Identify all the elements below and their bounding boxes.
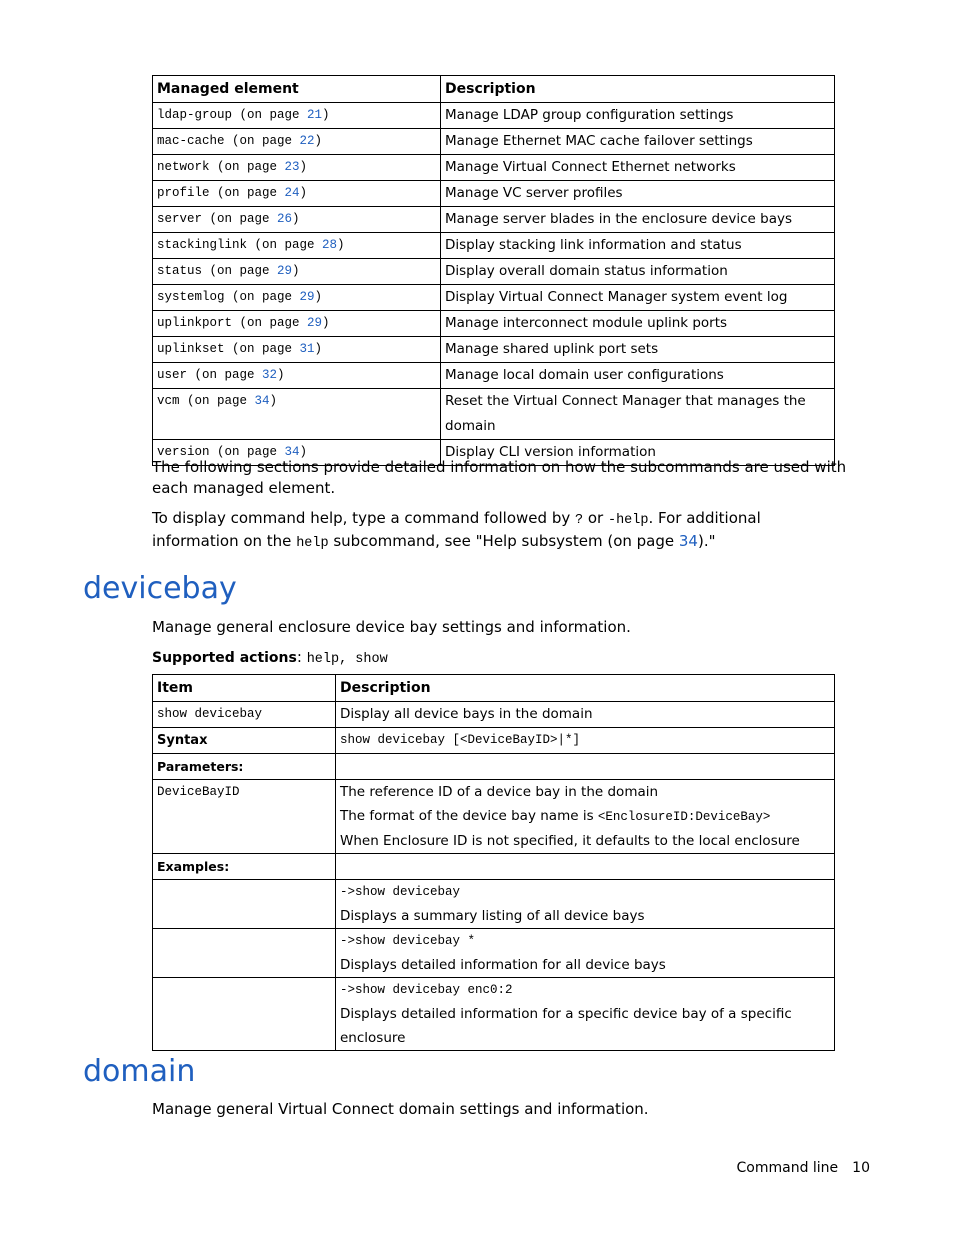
page-link[interactable]: 26 — [277, 212, 293, 226]
description-cell: Display all device bays in the domain — [336, 702, 835, 728]
examples-row — [153, 854, 835, 880]
description-cell: Manage shared uplink port sets — [441, 337, 835, 363]
managed-elements-table — [152, 75, 835, 466]
example-cell: ->show devicebay * Displays detailed information for all device bays — [336, 929, 835, 978]
devicebay-description: Manage general enclosure device bay settings and information. — [152, 618, 631, 636]
devicebay-table — [152, 674, 835, 1051]
header-item: Item — [153, 675, 336, 702]
example-row — [153, 978, 835, 1051]
table-row — [153, 363, 835, 389]
description-cell: Manage interconnect module uplink ports — [441, 311, 835, 337]
description-cell: Manage Ethernet MAC cache failover settings — [441, 129, 835, 155]
header-managed-element: Managed element — [153, 76, 441, 103]
parameter-name: DeviceBayID — [153, 780, 336, 854]
examples-label: Examples: — [153, 854, 336, 880]
example-cell: ->show devicebay enc0:2 Displays detailed information for a specific device bay of a specific enclosure — [336, 978, 835, 1051]
page-link[interactable]: 34 — [284, 445, 300, 459]
syntax-label: Syntax — [153, 728, 336, 754]
example-cell: ->show devicebay Displays a summary listing of all device bays — [336, 880, 835, 929]
header-description: Description — [336, 675, 835, 702]
parameters-empty-cell — [336, 754, 835, 780]
table-header-row — [153, 76, 835, 103]
table-row — [153, 285, 835, 311]
page-link[interactable]: 21 — [307, 108, 323, 122]
page-link[interactable]: 24 — [284, 186, 300, 200]
table-row — [153, 337, 835, 363]
item-cell: show devicebay — [153, 702, 336, 728]
example-row — [153, 929, 835, 978]
description-cell: Display stacking link information and status — [441, 233, 835, 259]
parameter-description: The reference ID of a device bay in the domain The format of the device bay name is <EnclosureID:DeviceBay> When Enclosure ID is not specified, it defaults to the local enclosure — [336, 780, 835, 854]
page-link[interactable]: 32 — [262, 368, 278, 382]
page-link[interactable]: 29 — [277, 264, 293, 278]
table-row — [153, 103, 835, 129]
intro-paragraph-1: The following sections provide detailed information on how the subcommands are used with each managed element. — [152, 458, 847, 497]
intro-paragraph-2: To display command help, type a command followed by ? or -help. For additional information on the help subcommand, see "Help subsystem (on page 34)." — [152, 509, 761, 551]
managed-element-cell: server (on page 26) — [153, 207, 441, 233]
table-row — [153, 233, 835, 259]
examples-empty-cell — [336, 854, 835, 880]
example-empty-cell — [153, 880, 336, 929]
page-link[interactable]: 34 — [254, 394, 270, 408]
managed-element-cell: stackinglink (on page 28) — [153, 233, 441, 259]
table-row — [153, 389, 835, 440]
managed-element-cell: user (on page 32) — [153, 363, 441, 389]
domain-description: Manage general Virtual Connect domain settings and information. — [152, 1100, 649, 1118]
managed-element-cell: systemlog (on page 29) — [153, 285, 441, 311]
page-link[interactable]: 31 — [299, 342, 315, 356]
parameters-label: Parameters: — [153, 754, 336, 780]
help-subsystem-page-link[interactable]: 34 — [678, 532, 698, 550]
table-row — [153, 207, 835, 233]
managed-element-cell: network (on page 23) — [153, 155, 441, 181]
managed-element-cell: version (on page 34) — [153, 440, 441, 466]
example-empty-cell — [153, 978, 336, 1051]
header-description: Description — [441, 76, 835, 103]
table-row — [153, 129, 835, 155]
managed-element-cell: status (on page 29) — [153, 259, 441, 285]
page-link[interactable]: 29 — [307, 316, 323, 330]
footer-section-title: Command line — [736, 1160, 839, 1176]
description-cell: Display overall domain status information — [441, 259, 835, 285]
example-empty-cell — [153, 929, 336, 978]
description-cell: Manage Virtual Connect Ethernet networks — [441, 155, 835, 181]
description-cell: Reset the Virtual Connect Manager that manages the domain — [441, 389, 835, 440]
syntax-value: show devicebay [<DeviceBayID>|*] — [336, 728, 835, 754]
managed-element-cell: vcm (on page 34) — [153, 389, 441, 440]
managed-element-cell: mac-cache (on page 22) — [153, 129, 441, 155]
example-row — [153, 880, 835, 929]
page-footer — [737, 1158, 871, 1178]
page-link[interactable]: 22 — [299, 134, 315, 148]
table-row — [153, 311, 835, 337]
managed-element-cell: ldap-group (on page 21) — [153, 103, 441, 129]
description-cell: Manage VC server profiles — [441, 181, 835, 207]
managed-element-cell: profile (on page 24) — [153, 181, 441, 207]
description-cell: Display Virtual Connect Manager system event log — [441, 285, 835, 311]
description-cell: Manage server blades in the enclosure device bays — [441, 207, 835, 233]
description-cell: Manage LDAP group configuration settings — [441, 103, 835, 129]
table-row — [153, 702, 835, 728]
devicebay-heading: devicebay — [83, 571, 237, 606]
devicebay-supported-actions: Supported actions: help, show — [152, 648, 388, 667]
parameters-row — [153, 754, 835, 780]
domain-heading: domain — [83, 1054, 196, 1089]
table-header-row — [153, 675, 835, 702]
managed-element-cell: uplinkset (on page 31) — [153, 337, 441, 363]
table-row — [153, 181, 835, 207]
description-cell: Display CLI version information — [441, 440, 835, 466]
page-link[interactable]: 28 — [322, 238, 338, 252]
parameter-row — [153, 780, 835, 854]
page-link[interactable]: 23 — [284, 160, 300, 174]
footer-page-number: 10 — [852, 1160, 870, 1176]
table-row — [153, 259, 835, 285]
page-link[interactable]: 29 — [299, 290, 315, 304]
description-cell: Manage local domain user configurations — [441, 363, 835, 389]
managed-element-cell: uplinkport (on page 29) — [153, 311, 441, 337]
syntax-row — [153, 728, 835, 754]
table-row — [153, 155, 835, 181]
